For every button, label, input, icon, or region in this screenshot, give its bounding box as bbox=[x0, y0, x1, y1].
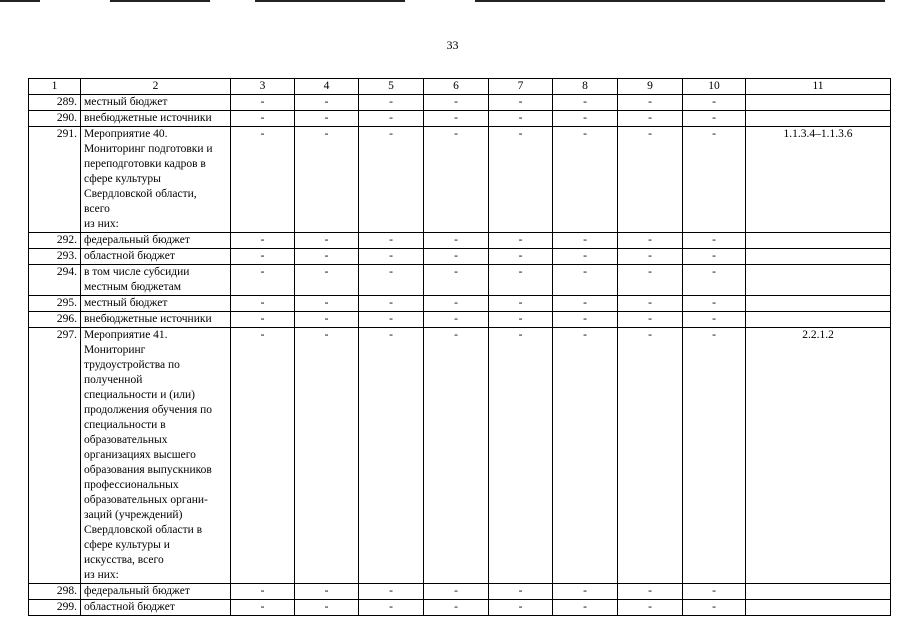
row-number: 299. bbox=[29, 600, 81, 616]
value-cell: - bbox=[359, 584, 424, 600]
value-cell: - bbox=[618, 312, 683, 328]
column-header-10: 10 bbox=[683, 79, 746, 95]
table-row bbox=[29, 127, 891, 233]
value-cell: - bbox=[489, 328, 553, 584]
value-cell: - bbox=[359, 328, 424, 584]
value-cell: - bbox=[359, 127, 424, 233]
value-cell: - bbox=[295, 111, 359, 127]
value-cell: - bbox=[489, 95, 553, 111]
scan-edge-line bbox=[110, 0, 210, 2]
value-cell: - bbox=[231, 249, 295, 265]
target-indicator-cell bbox=[746, 95, 891, 111]
value-cell: - bbox=[295, 249, 359, 265]
value-cell: - bbox=[683, 600, 746, 616]
value-cell: - bbox=[683, 111, 746, 127]
value-cell: - bbox=[295, 127, 359, 233]
row-number: 291. bbox=[29, 127, 81, 233]
row-number: 289. bbox=[29, 95, 81, 111]
target-indicator-cell: 1.1.3.4–1.1.3.6 bbox=[746, 127, 891, 233]
target-indicator-cell bbox=[746, 600, 891, 616]
value-cell: - bbox=[424, 265, 489, 296]
row-name: Мероприятие 40. Мониторинг подготовки и переподготовки кадров в сфере культуры Свердловской области, всего из них: bbox=[81, 127, 231, 233]
table-row bbox=[29, 233, 891, 249]
target-indicator-cell bbox=[746, 296, 891, 312]
target-indicator-cell bbox=[746, 233, 891, 249]
value-cell: - bbox=[424, 95, 489, 111]
column-header-3: 3 bbox=[231, 79, 295, 95]
budget-table bbox=[28, 78, 891, 616]
value-cell: - bbox=[683, 584, 746, 600]
value-cell: - bbox=[489, 296, 553, 312]
value-cell: - bbox=[553, 328, 618, 584]
row-name: внебюджетные источники bbox=[81, 111, 231, 127]
row-name: в том числе субсидии местным бюджетам bbox=[81, 265, 231, 296]
value-cell: - bbox=[295, 600, 359, 616]
value-cell: - bbox=[618, 296, 683, 312]
column-header-4: 4 bbox=[295, 79, 359, 95]
table-body bbox=[29, 95, 891, 616]
value-cell: - bbox=[231, 312, 295, 328]
value-cell: - bbox=[553, 95, 618, 111]
row-name: местный бюджет bbox=[81, 95, 231, 111]
value-cell: - bbox=[231, 127, 295, 233]
page-number: 33 bbox=[446, 38, 459, 52]
table-row bbox=[29, 584, 891, 600]
scan-edge-line bbox=[0, 0, 40, 2]
value-cell: - bbox=[359, 95, 424, 111]
value-cell: - bbox=[683, 312, 746, 328]
value-cell: - bbox=[359, 111, 424, 127]
value-cell: - bbox=[618, 127, 683, 233]
target-indicator-cell: 2.2.1.2 bbox=[746, 328, 891, 584]
row-name: местный бюджет bbox=[81, 296, 231, 312]
column-header-8: 8 bbox=[553, 79, 618, 95]
value-cell: - bbox=[489, 111, 553, 127]
value-cell: - bbox=[424, 600, 489, 616]
value-cell: - bbox=[295, 328, 359, 584]
column-header-2: 2 bbox=[81, 79, 231, 95]
value-cell: - bbox=[424, 127, 489, 233]
column-header-7: 7 bbox=[489, 79, 553, 95]
value-cell: - bbox=[553, 600, 618, 616]
value-cell: - bbox=[683, 249, 746, 265]
value-cell: - bbox=[359, 296, 424, 312]
row-number: 296. bbox=[29, 312, 81, 328]
value-cell: - bbox=[618, 600, 683, 616]
value-cell: - bbox=[553, 233, 618, 249]
value-cell: - bbox=[618, 328, 683, 584]
column-header-11: 11 bbox=[746, 79, 891, 95]
value-cell: - bbox=[231, 265, 295, 296]
row-number: 295. bbox=[29, 296, 81, 312]
row-number: 298. bbox=[29, 584, 81, 600]
value-cell: - bbox=[231, 233, 295, 249]
row-name: федеральный бюджет bbox=[81, 584, 231, 600]
row-number: 297. bbox=[29, 328, 81, 584]
row-name: областной бюджет bbox=[81, 249, 231, 265]
row-name: внебюджетные источники bbox=[81, 312, 231, 328]
value-cell: - bbox=[618, 265, 683, 296]
value-cell: - bbox=[424, 249, 489, 265]
value-cell: - bbox=[683, 296, 746, 312]
target-indicator-cell bbox=[746, 249, 891, 265]
value-cell: - bbox=[359, 600, 424, 616]
value-cell: - bbox=[489, 265, 553, 296]
value-cell: - bbox=[359, 265, 424, 296]
value-cell: - bbox=[489, 233, 553, 249]
table-row bbox=[29, 265, 891, 296]
value-cell: - bbox=[618, 111, 683, 127]
value-cell: - bbox=[295, 584, 359, 600]
value-cell: - bbox=[553, 312, 618, 328]
table-row bbox=[29, 600, 891, 616]
value-cell: - bbox=[489, 584, 553, 600]
value-cell: - bbox=[295, 265, 359, 296]
value-cell: - bbox=[683, 328, 746, 584]
value-cell: - bbox=[489, 249, 553, 265]
column-header-6: 6 bbox=[424, 79, 489, 95]
value-cell: - bbox=[231, 584, 295, 600]
scan-edge-line bbox=[475, 0, 885, 2]
value-cell: - bbox=[424, 111, 489, 127]
value-cell: - bbox=[231, 111, 295, 127]
row-number: 293. bbox=[29, 249, 81, 265]
value-cell: - bbox=[553, 111, 618, 127]
column-header-1: 1 bbox=[29, 79, 81, 95]
row-name: областной бюджет bbox=[81, 600, 231, 616]
value-cell: - bbox=[231, 95, 295, 111]
value-cell: - bbox=[618, 584, 683, 600]
row-name: федеральный бюджет bbox=[81, 233, 231, 249]
target-indicator-cell bbox=[746, 111, 891, 127]
value-cell: - bbox=[424, 233, 489, 249]
header-row bbox=[29, 79, 891, 95]
value-cell: - bbox=[295, 296, 359, 312]
value-cell: - bbox=[553, 296, 618, 312]
value-cell: - bbox=[683, 95, 746, 111]
value-cell: - bbox=[424, 328, 489, 584]
value-cell: - bbox=[683, 265, 746, 296]
table-row bbox=[29, 111, 891, 127]
table-row bbox=[29, 328, 891, 584]
value-cell: - bbox=[359, 233, 424, 249]
target-indicator-cell bbox=[746, 265, 891, 296]
column-header-5: 5 bbox=[359, 79, 424, 95]
row-number: 290. bbox=[29, 111, 81, 127]
row-number: 294. bbox=[29, 265, 81, 296]
value-cell: - bbox=[683, 127, 746, 233]
value-cell: - bbox=[489, 127, 553, 233]
value-cell: - bbox=[618, 249, 683, 265]
value-cell: - bbox=[553, 265, 618, 296]
value-cell: - bbox=[231, 600, 295, 616]
value-cell: - bbox=[295, 95, 359, 111]
value-cell: - bbox=[231, 328, 295, 584]
target-indicator-cell bbox=[746, 584, 891, 600]
row-number: 292. bbox=[29, 233, 81, 249]
value-cell: - bbox=[231, 296, 295, 312]
value-cell: - bbox=[359, 249, 424, 265]
table-row bbox=[29, 95, 891, 111]
value-cell: - bbox=[424, 296, 489, 312]
target-indicator-cell bbox=[746, 312, 891, 328]
scan-edge-line bbox=[255, 0, 405, 2]
value-cell: - bbox=[424, 312, 489, 328]
column-header-9: 9 bbox=[618, 79, 683, 95]
table-row bbox=[29, 249, 891, 265]
value-cell: - bbox=[359, 312, 424, 328]
value-cell: - bbox=[553, 249, 618, 265]
value-cell: - bbox=[489, 312, 553, 328]
value-cell: - bbox=[618, 233, 683, 249]
value-cell: - bbox=[618, 95, 683, 111]
table-row bbox=[29, 296, 891, 312]
value-cell: - bbox=[553, 584, 618, 600]
value-cell: - bbox=[424, 584, 489, 600]
value-cell: - bbox=[295, 233, 359, 249]
value-cell: - bbox=[683, 233, 746, 249]
value-cell: - bbox=[295, 312, 359, 328]
value-cell: - bbox=[489, 600, 553, 616]
row-name: Мероприятие 41. Мониторинг трудоустройства по полученной специальности и (или) продолжения обучения по специальности в образовательных организациях высшего образования выпускников профессиональных образовательных органи- заций (учреждений) Свердловской области в сфере культуры и искусства, всего из них: bbox=[81, 328, 231, 584]
table-row bbox=[29, 312, 891, 328]
value-cell: - bbox=[553, 127, 618, 233]
